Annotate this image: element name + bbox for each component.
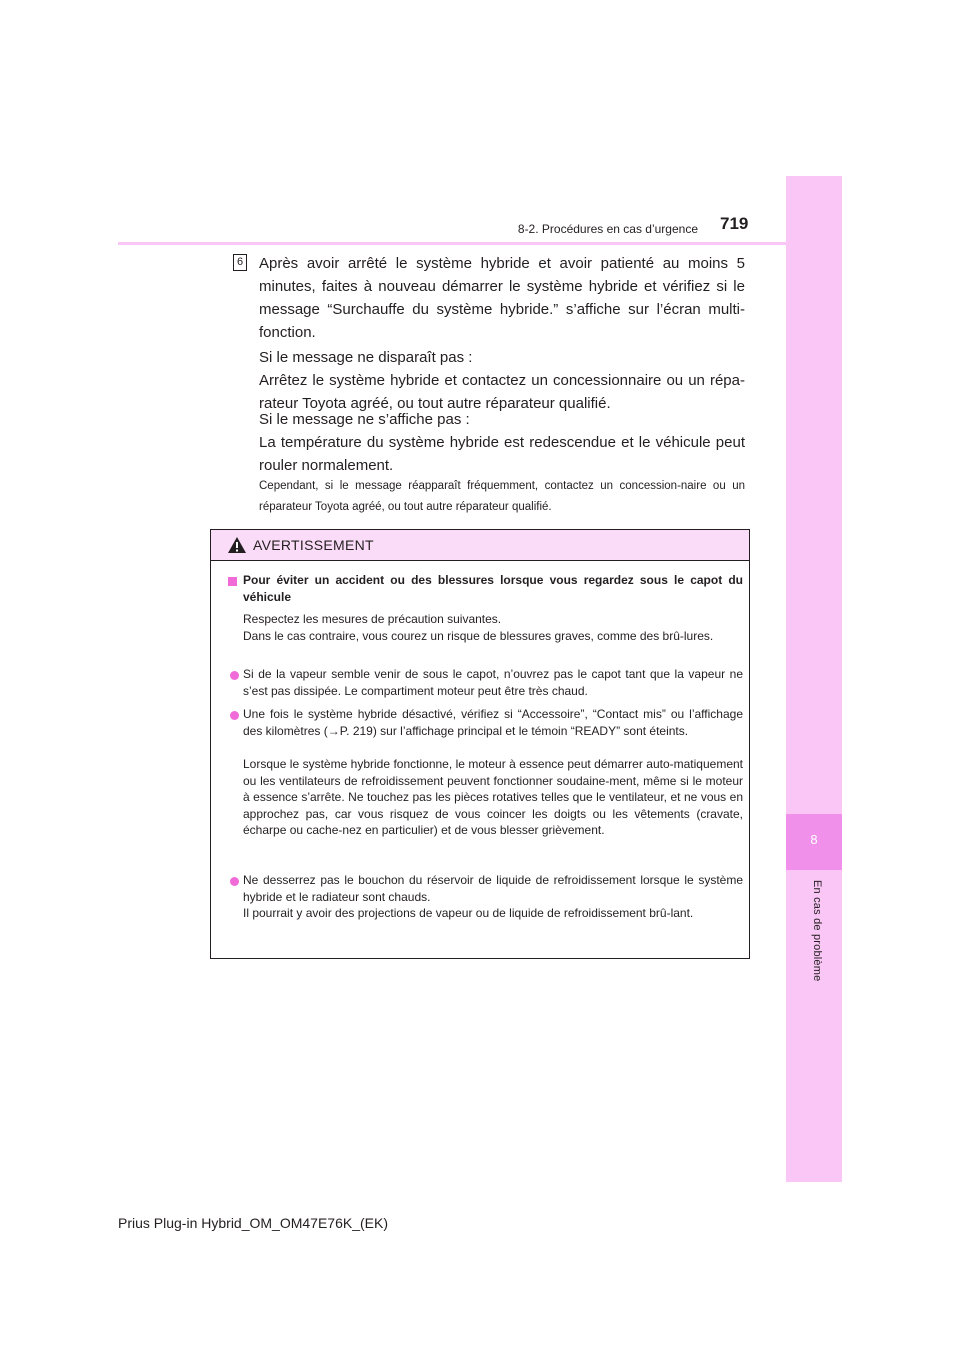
step-note: Cependant, si le message réapparaît fréquemment, contactez un concession-naire ou un réparateur Toyota agréé, ou tout autre réparateur qualifié. [259, 480, 745, 513]
message-not-gone-label: Si le message ne disparaît pas : [259, 349, 473, 366]
warning-triangle-icon [227, 536, 247, 554]
message-absent-text: La température du système hybride est redescendue et le véhicule peut rouler normalement. [259, 434, 745, 474]
warning-title: AVERTISSEMENT [253, 537, 374, 553]
round-bullet-icon [230, 877, 239, 886]
warning-header [211, 530, 749, 561]
round-bullet-icon [230, 671, 239, 680]
chapter-side-tab [786, 176, 842, 1182]
header-divider [118, 242, 842, 245]
square-bullet-icon [228, 577, 237, 586]
footer-document-id: Prius Plug-in Hybrid_OM_OM47E76K_(EK) [118, 1215, 388, 1231]
warning-bullet-2-text-b: P. 219) sur l’affichage principal et le témoin “READY” sont éteints. [339, 723, 689, 738]
warning-intro-2: Dans le cas contraire, vous courez un risque de blessures graves, comme des brû-lures. [243, 629, 714, 643]
warning-bullet-2-detail: Lorsque le système hybride fonctionne, le moteur à essence peut démarrer auto-matiquement ou les ventilateurs de refroidissement peuvent fonctionner soudaine-ment, même si le moteur à essence s’arrête. Ne touchez pas les pièces rotatives telles que le ventilateur, et ne vous en approchez pas, car vous risquez de vous coincer les doigts ou les vêtements (cravate, écharpe ou cache-nez en particulier) et de vous blesser grièvement. [243, 757, 743, 837]
round-bullet-icon [230, 711, 239, 720]
section-title: 8-2. Procédures en cas d’urgence [517, 222, 698, 236]
warning-box [210, 529, 750, 959]
warning-bullet-2 [243, 706, 743, 739]
page-number: 719 [720, 214, 749, 233]
step-number-box: 6 [233, 254, 247, 271]
step-paragraph: Après avoir arrêté le système hybride et avoir patienté au moins 5 minutes, faites à nouveau démarrer le système hybride et vérifiez si le message “Surchauffe du système hybride.” s’affiche sur l’écran multi-fonction. [259, 255, 745, 341]
warning-heading: Pour éviter un accident ou des blessures lorsque vous regardez sous le capot du véhicule [243, 573, 743, 604]
chapter-title: En cas de problème [811, 880, 823, 982]
message-absent-label: Si le message ne s’affiche pas : [259, 411, 470, 428]
chapter-number: 8 [810, 832, 818, 847]
warning-intro-1: Respectez les mesures de précaution suivantes. [243, 612, 502, 626]
warning-bullet-3-detail: Il pourrait y avoir des projections de vapeur ou de liquide de refroidissement brû-lant. [243, 906, 694, 920]
message-not-gone-text: Arrêtez le système hybride et contactez un concessionnaire ou un répa-rateur Toyota agréé, ou tout autre réparateur qualifié. [259, 372, 745, 412]
page-reference-arrow: → [327, 723, 340, 738]
warning-bullet-3: Ne desserrez pas le bouchon du réservoir de liquide de refroidissement lorsque le système hybride et le radiateur sont chauds. [243, 873, 743, 904]
warning-bullet-2-text-a: Une fois le système hybride désactivé, vérifiez si “Accessoire”, “Contact mis” ou l’affichage des kilomètres ( [243, 707, 743, 738]
warning-bullet-1: Si de la vapeur semble venir de sous le capot, n’ouvrez pas le capot tant que la vapeur ne s’est pas dissipée. Le compartiment moteur peut être très chaud. [243, 667, 743, 698]
